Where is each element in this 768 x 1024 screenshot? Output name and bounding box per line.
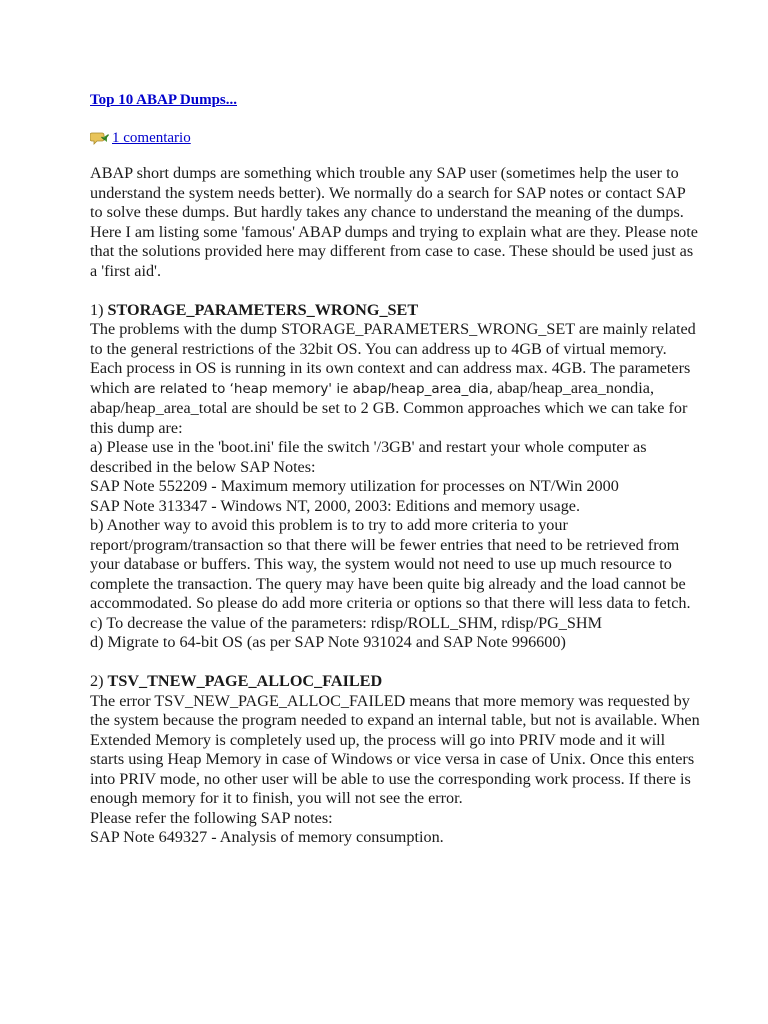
article <box>90 90 700 848</box>
section-1 <box>90 301 700 653</box>
comments-link[interactable]: 1 comentario <box>112 130 191 146</box>
section-2-heading: TSV_TNEW_PAGE_ALLOC_FAILED <box>107 672 383 690</box>
section-1-heading: STORAGE_PARAMETERS_WRONG_SET <box>107 300 419 319</box>
section-1-item-d: d) Migrate to 64-bit OS (as per SAP Note 931024 and SAP Note 996600) <box>90 633 566 651</box>
section-1-paragraph <box>90 320 700 438</box>
comments-row <box>90 128 700 148</box>
section-1-text-a: The problems with the dump STORAGE_PARAMETERS_WRONG_SET are mainly related to the general restrictions of the 32bit OS. You can address up to 4GB of virtual memory. Each process in OS is running in its own context and can address max. 4GB. The parameters which <box>90 320 696 397</box>
section-2-refer-text: Please refer the following SAP notes: <box>90 808 333 827</box>
section-1-note-1: SAP Note 552209 - Maximum memory utilization for processes on NT/Win 2000 <box>90 477 619 495</box>
section-2-paragraph: The error TSV_NEW_PAGE_ALLOC_FAILED means that more memory was requested by the system because the program needed to expand an internal table, but not is available. When Extended Memory is completely used up, the process will go into PRIV mode and it will starts using Heap Memory in case of Windows or vice versa in case of Unix. Once this enters into PRIV mode, no other user will be able to use the corresponding work process. If there is enough memory for it to finish, you will not see the error. <box>90 691 700 807</box>
section-1-text-mono: are related to ‘heap memory' ie abap/heap_area_dia, <box>133 380 494 397</box>
section-1-note-2: SAP Note 313347 - Windows NT, 2000, 2003: Editions and memory usage. <box>90 496 581 515</box>
intro-paragraph: ABAP short dumps are something which trouble any SAP user (sometimes help the user to understand the system needs better). We normally do a search for SAP notes or contact SAP to solve these dumps. But hardly takes any chance to understand the meaning of the dumps. Here I am listing some 'famous' ABAP dumps and trying to explain what are they. Please note that the solutions provided here may different from case to case. These should be used just as a 'first aid'. <box>90 164 698 280</box>
section-2-number: 2) <box>90 672 104 690</box>
article-title-link[interactable]: Top 10 ABAP Dumps... <box>90 92 237 108</box>
section-1-item-b: b) Another way to avoid this problem is to try to add more criteria to your report/program/transaction so that there will be fewer entries that need to be retrieved from your database or buffers. This way, the system would not need to use up much resource to complete the transaction. The query may have been quite big already and the load cannot be accommodated. So please do add more criteria or options so that there will less data to fetch. <box>90 516 691 612</box>
comment-bubble-icon <box>90 131 109 145</box>
section-1-item-c: c) To decrease the value of the parameters: rdisp/ROLL_SHM, rdisp/PG_SHM <box>90 613 602 632</box>
section-1-text-b: abap/heap_area_nondia, abap/heap_area_total are should be set to 2 GB. Common approaches which we can take for this dump are: <box>90 378 688 437</box>
section-2 <box>90 672 700 848</box>
section-2-note-1: SAP Note 649327 - Analysis of memory consumption. <box>90 828 444 846</box>
section-1-number: 1) <box>90 300 104 319</box>
section-1-item-a: a) Please use in the 'boot.ini' file the switch '/3GB' and restart your whole computer as described in the below SAP Notes: <box>90 438 647 476</box>
